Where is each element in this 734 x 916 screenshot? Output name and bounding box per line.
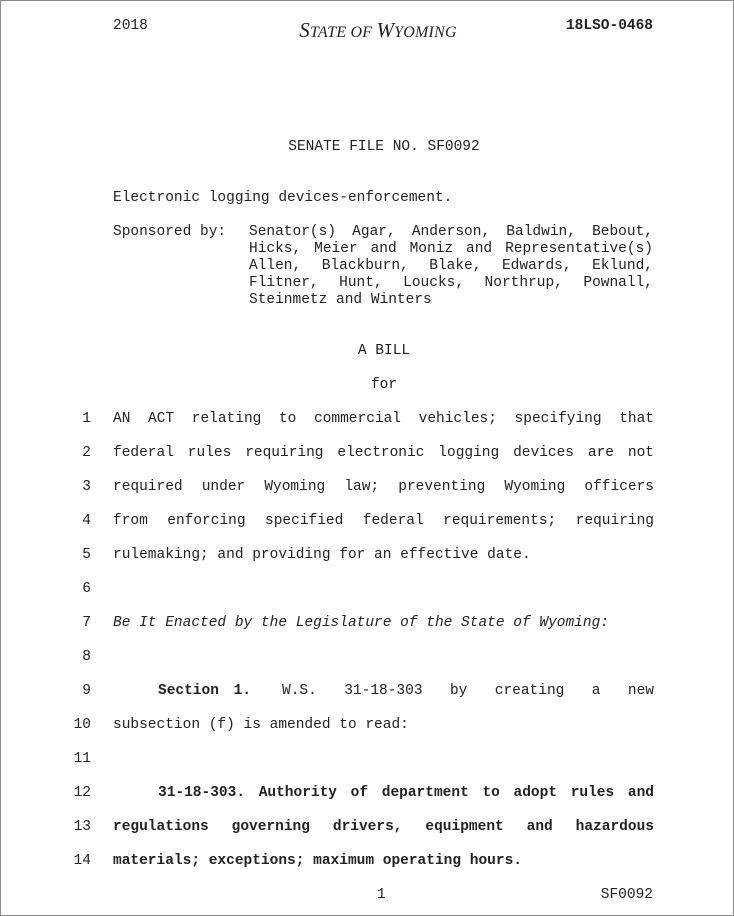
line-number: 3 [82,479,91,495]
enacting-clause: Be It Enacted by the Legislature of the State of Wyoming: [113,615,609,631]
catch-title: Electronic logging devices-enforcement. [113,190,453,206]
section-heading: materials; exceptions; maximum operating hours. [113,853,522,869]
line-number: 9 [82,683,91,699]
sponsor-line: Allen, Blackburn, Blake, Edwards, Eklund, [249,258,653,274]
bill-line: federal rules requiring electronic logging devices are not [113,445,654,461]
section-heading: regulations governing drivers, equipment and hazardous [113,819,654,835]
bill-line: required under Wyoming law; preventing Wyoming officers [113,479,654,495]
state-initial-w: W [376,18,395,42]
sponsor-line: Steinmetz and Winters [249,292,432,308]
state-rest-2: YOMING [394,24,457,41]
line-number: 14 [73,853,91,869]
bill-line: rulemaking; and providing for an effective date. [113,547,531,563]
a-bill-heading: A BILL [357,343,411,359]
sponsor-line: Senator(s) Agar, Anderson, Baldwin, Bebout, [249,224,653,240]
header-bill-code: 18LSO-0468 [565,18,653,34]
sponsors-label: Sponsored by: [113,224,227,240]
for-heading: for [370,377,398,393]
bill-title: SENATE FILE NO. SF0092 [288,139,480,155]
sponsor-line: Flitner, Hunt, Loucks, Northrup, Pownall, [249,275,653,291]
line-number: 11 [73,751,91,767]
line-number: 8 [82,649,91,665]
footer-file-code: SF0092 [600,887,653,903]
state-rest-1: TATE OF [309,24,377,41]
line-number: 6 [82,581,91,597]
bill-line: from enforcing specified federal requirements; requiring [113,513,654,529]
header-year: 2018 [113,18,148,34]
bill-line: AN ACT relating to commercial vehicles; specifying that [113,411,654,427]
section-label: Section 1. [158,683,252,699]
line-number: 5 [82,547,91,563]
line-number: 2 [82,445,91,461]
state-initial-s: S [299,18,310,42]
line-number: 7 [82,615,91,631]
line-number: 1 [82,411,91,427]
bill-line: W.S. 31-18-303 by creating a new [282,683,654,699]
line-number: 10 [73,717,91,733]
line-number: 13 [73,819,91,835]
sponsor-line: Hicks, Meier and Moniz and Representative(s) [249,241,653,257]
footer-page-number: 1 [377,887,386,903]
line-number: 12 [73,785,91,801]
bill-line: subsection (f) is amended to read: [113,717,409,733]
section-heading: 31-18-303. Authority of department to adopt rules and [158,785,654,801]
line-number: 4 [82,513,91,529]
